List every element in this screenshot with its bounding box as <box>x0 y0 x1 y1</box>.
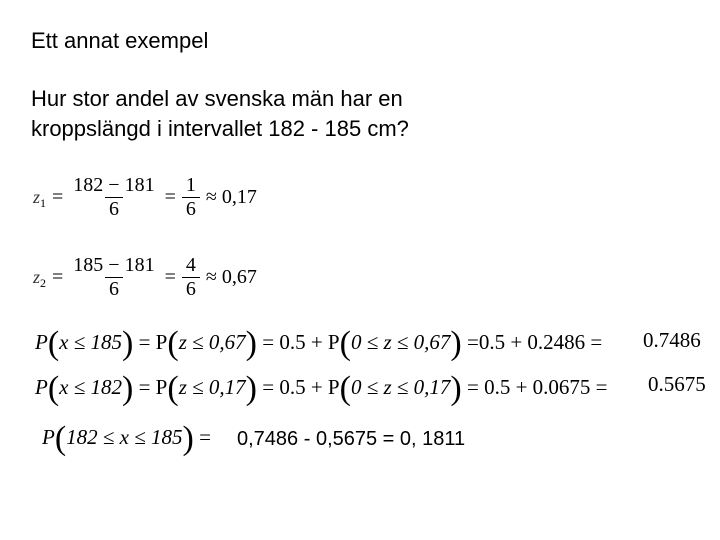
p2-lhs-p: P <box>35 375 48 399</box>
p2-tail: = 0.5 + 0.0675 = <box>467 375 608 399</box>
p3-result-text: 0,7486 - 0,5675 = 0, 1811 <box>237 428 466 450</box>
p2-mid: = P <box>138 375 168 399</box>
p1-lhs-arg: x ≤ 185 <box>59 330 123 354</box>
p2-lhs-arg: x ≤ 182 <box>59 375 123 399</box>
p2-mid-arg: z ≤ 0,17 <box>178 375 246 399</box>
p1-mid-arg: z ≤ 0,67 <box>178 330 246 354</box>
z2-numerator-2: 4 <box>185 254 196 276</box>
equals-sign: = <box>52 266 64 288</box>
equals-sign: = <box>52 186 64 208</box>
p1-plus: = 0.5 + P <box>262 330 340 354</box>
z1-fraction-2 <box>182 174 200 221</box>
question-line-2: kroppslängd i intervallet 182 - 185 cm? <box>31 116 409 141</box>
p1-tail: =0.5 + 0.2486 = <box>467 330 603 354</box>
probability-row-3: P(182 ≤ x ≤ 185) = <box>42 420 211 457</box>
z2-fraction-1 <box>69 254 158 301</box>
z2-formula <box>33 254 263 301</box>
p1-mid: = P <box>138 330 168 354</box>
z2-fraction-2 <box>182 254 200 301</box>
z1-denominator-1: 6 <box>105 197 123 221</box>
slide-title: Ett annat exempel <box>31 28 209 53</box>
p2-plus-arg: 0 ≤ z ≤ 0,17 <box>350 375 451 399</box>
p1-result: 0.7486 <box>643 328 701 352</box>
p2-plus: = 0.5 + P <box>262 375 340 399</box>
probability-row-1: P(x ≤ 185) = P(z ≤ 0,67) = 0.5 + P(0 ≤ z ≤ 0,67) =0.5 + 0.2486 = <box>35 325 603 362</box>
question-line-1: Hur stor andel av svenska män har en <box>31 86 403 111</box>
z2-denominator-1: 6 <box>105 277 123 301</box>
z1-numerator-1: 182 − 181 <box>73 174 155 196</box>
z2-numerator-1: 185 − 181 <box>73 254 155 276</box>
p3-lhs-arg: 182 ≤ x ≤ 185 <box>66 425 183 449</box>
p1-plus-arg: 0 ≤ z ≤ 0,67 <box>350 330 451 354</box>
z2-subscript: 2 <box>40 276 47 290</box>
z1-subscript: 1 <box>40 196 47 210</box>
p2-result: 0.5675 <box>648 372 706 396</box>
z1-approx: ≈ 0,17 <box>205 186 257 208</box>
p3-lhs-p: P <box>42 425 55 449</box>
probability-row-2: P(x ≤ 182) = P(z ≤ 0,17) = 0.5 + P(0 ≤ z ≤ 0,17) = 0.5 + 0.0675 = <box>35 370 608 407</box>
z2-denominator-2: 6 <box>182 277 200 301</box>
z1-denominator-2: 6 <box>182 197 200 221</box>
z1-numerator-2: 1 <box>185 174 196 196</box>
p1-lhs-p: P <box>35 330 48 354</box>
z1-formula <box>33 174 263 221</box>
equals-sign: = <box>164 186 176 208</box>
z1-variable: z <box>33 187 41 207</box>
equals-sign: = <box>164 266 176 288</box>
p3-equals: = <box>199 425 211 449</box>
z2-approx: ≈ 0,67 <box>205 266 257 288</box>
z2-variable: z <box>33 267 41 287</box>
z1-fraction-1 <box>69 174 158 221</box>
